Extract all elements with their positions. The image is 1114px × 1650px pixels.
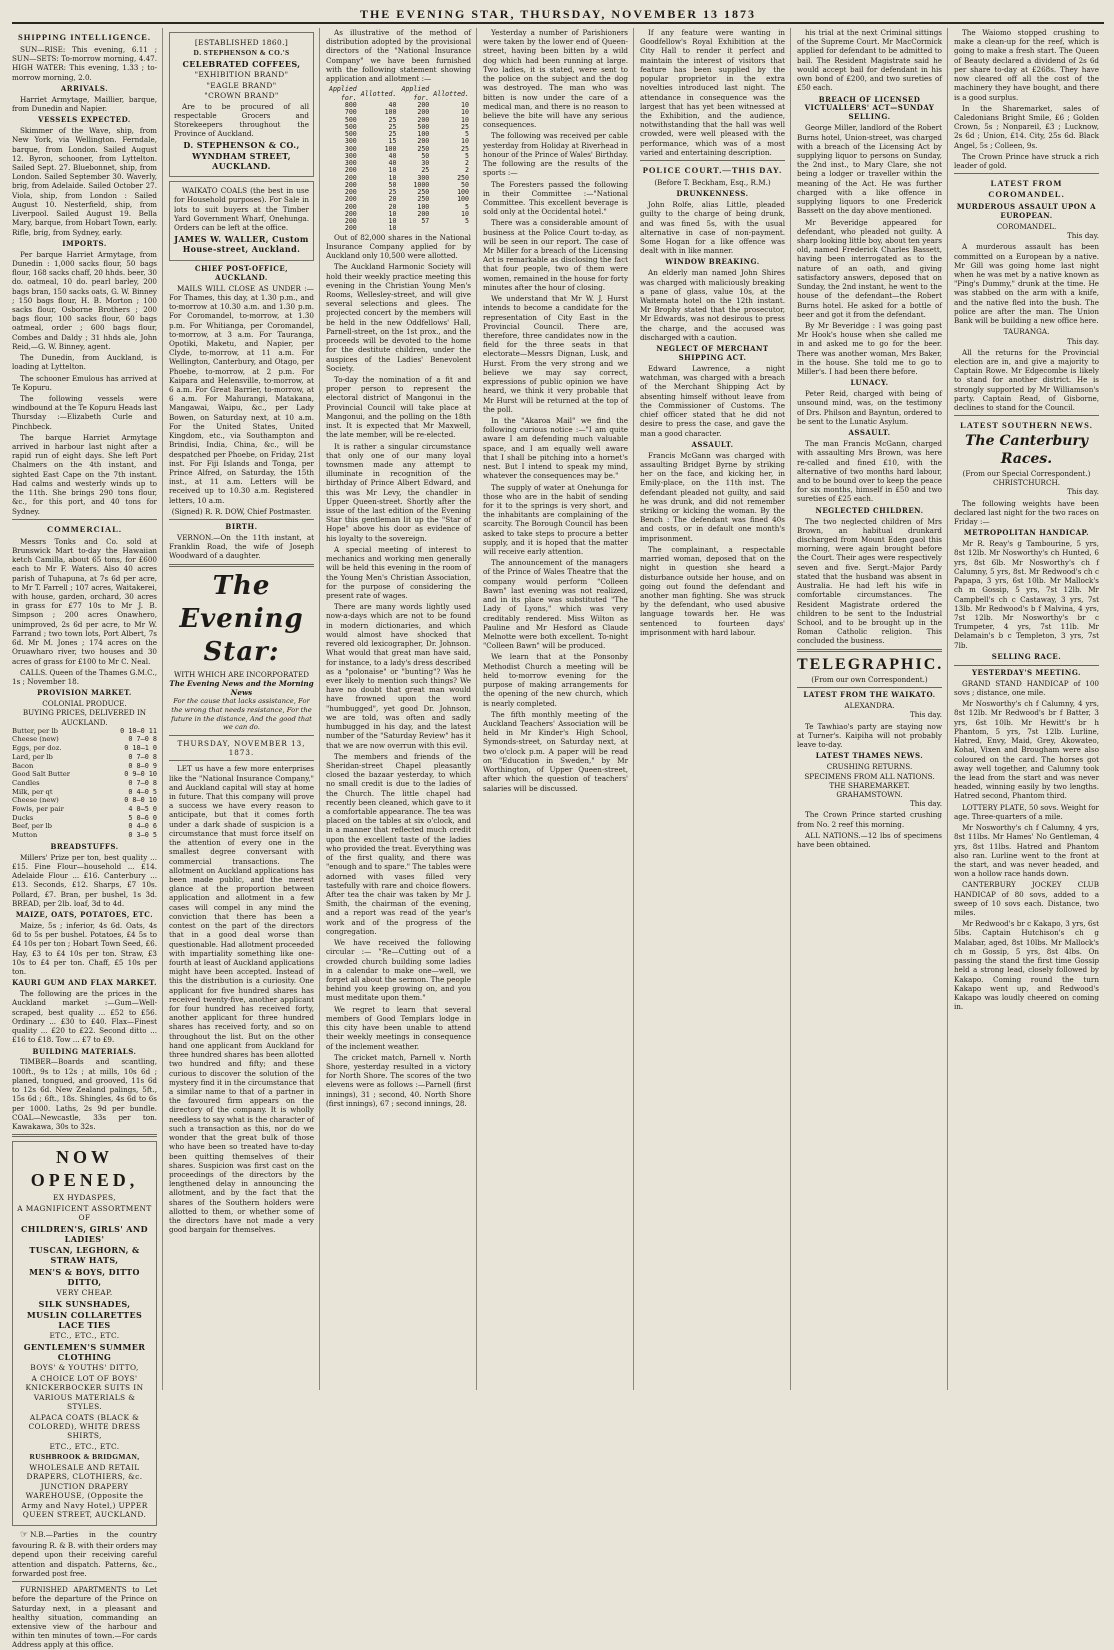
- ad-line: SILK SUNSHADES,: [38, 1298, 131, 1309]
- tauranga-label: TAURANGA.: [1003, 327, 1050, 337]
- table-cell: 200: [344, 195, 357, 204]
- table-cell: 300: [344, 151, 357, 160]
- arrivals-heading: ARRIVALS.: [60, 83, 109, 93]
- jockey-club-results: Mr Redwood's br c Kakapo, 3 yrs, 6st 5lbs. Captain Hutchison's ch g Malabar, aged, 8st 10lbs. Mr Mallock's ch m Gossip, 5 yrs, 8st 4lbs. On passing the stand the first time Gossip held a strong lead, closely followed by Kakapo. Coming round the turn Kakapo went up, and Redwood's Kakapo was loudly cheered on coming in.: [954, 919, 1099, 1012]
- divider: [169, 760, 314, 761]
- table-cell: 2: [465, 159, 469, 168]
- table-cell: 200: [344, 202, 357, 211]
- news-para: Yesterday a number of Parishioners were taken by the lower end of Queen-street, having been bitten by a wild dog which had been running at large. Two ladies, it is stated, were sent to the police on the subject and the dog was destroyed. The man who was bitten is now under the care of a medical man, and there is no reason to believe the bite will have any serious consequences.: [483, 28, 628, 130]
- allotment-table: [326, 85, 471, 232]
- divider: [954, 665, 1099, 666]
- templars-para: We regret to learn that several members of Good Templars lodge in this city have been unable to attend their weekly meetings in consequence of the inclement weather.: [326, 1004, 471, 1051]
- ad-line: VERY CHEAP.: [56, 1288, 113, 1298]
- imports-heading: IMPORTS.: [62, 238, 107, 248]
- alexandra-label: ALEXANDRA.: [844, 701, 895, 711]
- licensed-text: George Miller, landlord of the Robert Burns hotel, Union-street, was charged with a breach of the Licensing Act by supplying liquor to persons on Sunday, the 2nd inst., to Mary Clare, she not being a lodger or traveller within the meaning of the Act. He was further charged with a like offence in supplying liquors to one Frederick Bassett on the day above mentioned.: [797, 123, 942, 216]
- divider: [640, 160, 785, 161]
- this-day-label: This day.: [1067, 336, 1099, 346]
- table-cell: 100: [457, 195, 469, 204]
- price-row: Milk, per qt 0 4—0 5: [12, 787, 157, 796]
- assault-extra-text: The complainant, a respectable married woman, deposed that on the night in question she heard a disturbance outside her house, and on going out found the defendant and another man fighting. She was struck by the defendant, who used abusive language towards her. He was sentenced to fourteen days' imprisonment with hard labour.: [640, 544, 785, 637]
- ad-line: A MAGNIFICENT ASSORTMENT OF: [17, 1203, 152, 1223]
- table-cell: 500: [417, 122, 430, 131]
- columns: [12, 28, 1104, 1650]
- yesterday-text: Mr Nosworthy's ch f Calumny, 4 yrs, 8st 12lb. Mr Redwood's br f Batter, 3 yrs, 6st 10lb. Mr Hewitt's br h Phantom, 5 yrs, 7st 12lb. Lurline, Hatred, Envy, Maid, Grey, Akowateo, Kohai, Vixen and Brougham were also coloured on the card. The horses got away well together, and Calumny took the lead from the start and was never headed, winning easily by two lengths. Hatred second, Phantom third.: [954, 699, 1099, 801]
- drunkenness-text: John Rolfe, alias Little, pleaded guilty to the charge of being drunk, and was fined 5s, with the usual alternative in case of non-payment. Some Hogan for a like offence was dealt with in like manner.: [640, 200, 785, 256]
- table-cell: 10: [388, 224, 397, 233]
- table-cell: 300: [344, 144, 357, 153]
- mangonui-para: To-day the nomination of a fit and proper person to represent the electoral district of Mangonui in the Provincial Council will take place at Mangonui, and the polling on the 18th inst. It is expected that Mr Maxwell, the late member, will be re-elected.: [326, 374, 471, 440]
- column-1: [12, 28, 163, 1650]
- table-cell: 50: [421, 151, 430, 160]
- assault-text: Francis McGann was charged with assaulting Bridget Byrne by striking her on the face, and kicking her, in Emily-place, on the 11th inst. The defendant pleaded not guilty, and said he was drunk, and did not remember striking or kicking the woman. By the Bench : The defendant was fined 40s and costs, or in default one month's imprisonment.: [640, 450, 785, 543]
- building-heading: BUILDING MATERIALS.: [32, 1046, 137, 1056]
- price-row: Ducks 5 0—6 0: [12, 813, 157, 822]
- table-cell: 10: [388, 209, 397, 218]
- table-cell: 2: [465, 166, 469, 175]
- grand-stand-text: GRAND STAND HANDICAP of 100 sovs ; distance, one mile.: [954, 678, 1099, 698]
- table-cell: 25: [388, 130, 397, 139]
- court-para: Mr Beveridge appeared for defendant, who pleaded not guilty. A sharp looking little boy, about ten years old, named Frederick Charles Bassett, having been interrogated as to the nature of an oath, and giving satisfactory answers, deposed that on Sunday, the 2nd instant, he went to the house of the defendant—the Robert Burns hotel. He asked for a bottle of beer and got it from the defendant.: [797, 217, 942, 319]
- table-cell: 25: [388, 122, 397, 131]
- table-cell: 200: [417, 101, 430, 110]
- ad-line: ETC., ETC., ETC.: [49, 1441, 120, 1451]
- table-cell: 40: [388, 151, 397, 160]
- metropolitan-heading: METROPOLITAN HANDICAP.: [963, 528, 1090, 538]
- assault-text-2: The man Francis McGann, charged with assaulting Mrs Brown, was here re-called and fined £10, with the alternative of two months hard labour, and to be bound over to keep the peace for six months, himself in £50 and two sureties of £25 each.: [797, 439, 942, 504]
- coromandel-heading: LATEST FROM COROMANDEL.: [988, 178, 1065, 200]
- table-cell: 50: [388, 180, 397, 189]
- table-cell: 40: [388, 101, 397, 110]
- arrivals-text: Harriet Armytage, Maillier, barque, from Dunedin and Napier.: [12, 94, 157, 113]
- building-text: TIMBER—Boards and scantling, 100ft., 9s to 12s ; at mills, 10s 6d ; planed, tongued, and grooved, 11s 6d to 12s 6d. New Zealand palings, 5ft., 15s 6d ; 6ft., 18s. Shingles, 4s 6d to 6s per 1000. Laths, 2s 9d per bundle. COAL—Newcastle, 33s per ton. Kawakawa, 30s to 32s.: [12, 1057, 157, 1131]
- metropolitan-text: Mr R. Reay's g Tambourine, 5 yrs, 8st 12lb. Mr Nosworthy's ch Hunted, 6 yrs, 8st 6lb. Mr Nosworthy's ch f Calumny, 5 yrs, 8st. Mr Redwood's ch c Papapa, 3 yrs, 6st 10lb. Mr Mallock's ch m Gossip, 5 yrs, 7st 12lb. Mr Campbell's ch c Castaway, 3 yrs, 7st 13lb. Mr Redwood's b f Malvina, 4 yrs, 7st 12lb. Mr Nosworthy's br c Trumpeter, 4 yrs, 7st 11lb. Mr Delamain's b c Templeton, 3 yrs, 7st 7lb.: [954, 539, 1099, 650]
- birth-heading: BIRTH.: [225, 522, 258, 532]
- imports-text: Per barque Harriet Armytage, from Dunedin : 1,000 sacks flour, 50 bags flour, 168 sacks chaff, 20 hhds. beer, 30 do. oatmeal, 10 do. pearl barley, 200 bags bran, 150 sacks oats, G. W. Binney ; 150 bags flour, H. B. Morton ; 100 sacks flour, Osborne Brothers ; 200 bags flour, 100 sacks flour, 60 bags oatmeal, order ; 600 bags flour, Combes and Daldy ; 31 hhds ale, John Reid,—G. W. Binney, agent.: [12, 249, 157, 351]
- table-cell: 200: [344, 173, 357, 182]
- shipping-heading: SHIPPING INTELLIGENCE.: [18, 32, 151, 42]
- table-cell: 200: [344, 209, 357, 218]
- ad-line: ETC., ETC., ETC.: [49, 1331, 120, 1341]
- crushing-label: CRUSHING RETURNS.: [826, 762, 913, 772]
- price-row: Cheese (new) 0 8—0 10: [12, 796, 157, 805]
- ad-line: GENTLEMEN'S SUMMER CLOTHING: [23, 1341, 146, 1362]
- drapery-advertisement: [12, 1141, 157, 1525]
- mining-para: The Waiomo stopped crushing to make a clean-up for the reef, which is going to make a fresh start. The Queen of Beauty declared a dividend of 2s 6d per share to-day at £268s. They have now cleared off all the cost of the machinery they have bought, and there is a good surplus.: [954, 28, 1099, 102]
- apartments-advert: FURNISHED APARTMENTS to Let before the departure of the Prince on Saturday next, in a pleasant and healthy situation, commanding an extensive view of the harbour and within ten minutes of town.—For cards Address apply at this office.: [12, 1585, 157, 1650]
- divider: [797, 649, 942, 652]
- allotment-table-body: [326, 102, 471, 233]
- now-opened-heading: NOW OPENED,: [30, 1147, 139, 1191]
- this-day-label: This day.: [910, 710, 942, 720]
- column-header: Allotted.: [360, 89, 397, 98]
- table-cell: 10: [388, 166, 397, 175]
- court-continued: his trial at the next Criminal sittings of the Supreme Court. Mr MacCormick applied for defendant to be admitted to bail. The Resident Magistrate said he would accept bail for defendant in his own bond of £200, and two sureties of £50 each.: [797, 28, 942, 93]
- children-text: The two neglected children of Mrs Brown, an habitual drunkard discharged from Mount Eden gaol this morning, were again brought before the Court. Their ages were respectively seven and five. Sergt.-Major Pardy stated that the husband was absent in Australia. He had left his wife in comfortable circumstances. The Resident Magistrate ordered the children to be sent to the Industrial School, and to be brought up in the Roman Catholic religion. This concluded the business.: [797, 516, 942, 646]
- table-cell: 200: [417, 115, 430, 124]
- table-cell: 25: [388, 115, 397, 124]
- price-list: [12, 727, 157, 840]
- ad-line: [ESTABLISHED 1860.]: [194, 38, 289, 47]
- table-cell: 15: [388, 137, 397, 146]
- this-day-label: This day.: [910, 799, 942, 809]
- exhibition-para: If any feature were wanting in Goodfellow's Royal Exhibition at the City Hall to render it perfect and maintain the interest of visitors that feature has been supplied by the popular proprietor in the extra novelties introduced last night. The attendance in consequence was the largest that has yet been witnessed at the Exhibition, and the audience, notwithstanding that the hall was well crowded, were well pleased with the performance, which was of a most varied and entertaining description.: [640, 28, 785, 157]
- table-cell: [431, 225, 471, 232]
- waikato-heading: LATEST FROM THE WAIKATO.: [803, 690, 936, 700]
- masthead-title: THE EVENING STAR, THURSDAY, NOVEMBER 13 1873: [359, 7, 757, 22]
- divider: [954, 173, 1099, 174]
- news-para: The fifth monthly meeting of the Auckland Teachers' Association will be held in Mr Kinder's High School, Symonds-street, on Saturday next, at two o'clock p.m. A paper will be read on "Education in Sweden," by Mr Worthington, of Upper Queen-street, after which the question of teachers' salaries will be discussed.: [483, 709, 628, 793]
- leader-article: LET us have a few more enterprises like the "National Insurance Company," and Auckland capital will stay at home in future. That this company will prove a success we have every reason to anticipate, but that it comes forth under a dark shade of suspicion is a circumstance that must force itself on the attention of every one in the smallest degree conversant with commercial transactions. The allotment on Auckland applications has been made public, and the merest glance at the proportion between application and allotment in a few cases will compel in any mind the conviction that there has been a contest on the part of the directors that in a good deal worse than questionable. Had allotment proceeded with impartiality something like one-fourth at least of Auckland applications might have been accepted. Instead of this the distribution is a curiosity. One applicant for five hundred shares has received twenty-five, another applicant for four hundred has received forty, another applicant for three hundred shares has received forty, and so on throughout the list. But on the other hand one applicant from Auckland for three hundred shares has been allotted two hundred and fifty; and these curious to discover the solution of the mystery find it in the circumstance that a similar name to that of a partner in the favoured firm appears on the directory of the company. It is wholly needless to say what is the character of such a transaction as this, nor do we wonder that the great bulk of those who have been so treated have to-day been quitting themselves of their shares. Suspicion was first cast on the proceedings of the directors by the lengthened delay in announcing the allotment, and by the fact that the shares of the Southern holders were allotted to them, or whether some of the directors have not made a very good bargain for themselves.: [169, 764, 314, 1235]
- this-day-label: This day.: [1067, 487, 1099, 497]
- table-cell: 200: [344, 224, 357, 233]
- ad-line: "EXHIBITION BRAND": [194, 70, 289, 80]
- column-header: Applied for.: [328, 85, 357, 102]
- column-6: [797, 28, 948, 1390]
- dictionary-para: There are many words lightly used now-a-days which are not to be found in modern dictionaries, and which would almost have shocked that revered old lexicographer, Dr. Johnson. What would that great man have said, for instance, to a lady's dress described as a "polonaise" or "bunting"? Was he ever likely to mention such things? We have no doubt that great man would have frowned upon the word "humbugged", yet good Dr. Johnson, we are told, was often and sadly humbugged in his day, and the latest number of the "Saturday Review" has it that we are now overrun with this evil.: [326, 602, 471, 750]
- breadstuffs-heading: BREADSTUFFS.: [50, 841, 119, 851]
- ad-line: EX HYDASPES,: [53, 1193, 116, 1203]
- divider: [12, 1581, 157, 1582]
- table-cell: 250: [457, 173, 469, 182]
- table-cell: 500: [344, 115, 357, 124]
- table-row: [326, 225, 471, 232]
- commercial-text: Messrs Tonks and Co. sold at Brunswick Mart to-day the Hawaiian ketch Camilla, about 65 tons, for £600 each to Mr F. Waters. Also 40 acres parish of Tuhapuna, at 7s 6d per acre, to Mr T. Farrell ; 107 acres, Waitakerei, with house, garden, orchard, 30 acres in grass for £77 10s to Mr J. B. Simpson ; 200 acres Onawhero, unimproved, 2s 6d per acre, to Mr W. Farrand ; two town lots, Port Albert, 7s 6d. Mr M. Jones ; 174 acres on the Oruawharo river, two houses and 30 acres of grass for £100 to Mr C. Neal.: [12, 536, 157, 666]
- mechanics-meeting-para: A special meeting of interest to mechanics and working men generally will be held this evening in the room of the Young Men's Christian Association, for the purpose of considering the present rate of wages.: [326, 544, 471, 600]
- signed-text: (Signed) R. R. DOW, Chief Postmaster.: [171, 506, 312, 516]
- ad-line: JAMES W. WALLER, Custom House-street, Auckland.: [174, 234, 309, 255]
- canterbury-races-heading: The Canterbury Races.: [965, 433, 1088, 468]
- breadstuffs-text: Millers' Prize per ton, best quality ... £15. Fine Flour—household ... £14. Adelaide Flour ... £16. Canterbury ... £13. Seconds, £12. Sharps, £7 10s. Pollard, £7. Bran, per bushel, 1s 3d. BREAD, per 2lb. loaf, 3d to 4d.: [12, 852, 157, 908]
- firm-name: RUSHBROOK & BRIDGMAN,: [29, 1452, 140, 1462]
- expected-heading: VESSELS EXPECTED.: [38, 115, 131, 125]
- column-7: [954, 28, 1104, 1390]
- circular-para: We have received the following circular :— "Re—Cutting out of a crowded church building some ladies in a calendar to make one—well, we forget all about the sermon. The people behind you keep growing on, and you must meditate upon them.": [326, 938, 471, 1003]
- cricket-para: The cricket match, Parnell v. North Shore, yesterday resulted in a victory for North Shore. The scores of the two elevens were as follows :—Parnell (first innings), 31 ; second, 40. North Shore (first innings), 67 ; second innings, 28.: [326, 1052, 471, 1108]
- divider: [169, 564, 314, 567]
- murderous-assault-heading: MURDEROUS ASSAULT UPON A EUROPEAN.: [956, 202, 1097, 220]
- table-cell: 5: [465, 217, 469, 226]
- news-para: The Foresters passed the following in their Committee :—"National Committee. This excellent beverage is sold only at the Occidental hotel.": [483, 179, 628, 217]
- table-cell: 1000: [413, 180, 430, 189]
- news-para: We learn that at the Ponsonby Methodist Church a meeting will be held to-morrow evening for the purpose of making arrangements for the opening of the new church, which is nearly completed.: [483, 652, 628, 708]
- table-cell: 30: [421, 159, 430, 168]
- coal-advertisement: [169, 181, 314, 261]
- table-cell: 200: [344, 217, 357, 226]
- thames-heading: LATEST THAMES NEWS.: [815, 751, 924, 761]
- table-cell: 100: [417, 130, 430, 139]
- lunacy-text: Peter Reid, charged with being of unsound mind, was, on the testimony of Drs. Philson and Bayntun, ordered to be sent to the Lunatic Asylum.: [797, 389, 942, 426]
- masthead: [12, 8, 1104, 24]
- table-cell: 5: [465, 202, 469, 211]
- ad-line: D. STEPHENSON & CO., WYNDHAM STREET, AUCKLAND.: [183, 140, 300, 171]
- ad-line: "EAGLE BRAND": [206, 80, 277, 90]
- allotment-intro: As illustrative of the method of distribution adopted by the provisional directors of the "National Insurance Company" we have been furnished with the following statement showing application and allotment :—: [326, 28, 471, 84]
- price-row: Fowls, per pair 4 0—5 0: [12, 804, 157, 813]
- column-header: Applied for.: [401, 85, 430, 102]
- price-row: Bacon 0 8—0 9: [12, 761, 157, 770]
- table-cell: 250: [417, 144, 430, 153]
- news-para: In the "Akaroa Mail" we find the following curious notice :—"I am quite aware I am defending much valuable space, and I am equally well aware that I shall be pitching into a hornet's nest. But I intend to speak my mind, whatever the consequences may be.": [483, 415, 628, 481]
- table-cell: 100: [384, 144, 397, 153]
- ad-line: BOYS' & YOUTHS' DITTO,: [30, 1363, 139, 1373]
- table-cell: 10: [461, 101, 469, 110]
- ad-line: ALPACA COATS (BLACK & COLORED), WHITE DRESS SHIRTS,: [28, 1412, 141, 1441]
- table-cell: 10: [461, 209, 469, 218]
- table-cell: 100: [457, 188, 469, 197]
- ad-line: A CHOICE LOT OF BOYS' KNICKERBOCKER SUITS IN VARIOUS MATERIALS & STYLES.: [25, 1373, 144, 1412]
- table-cell: 200: [417, 137, 430, 146]
- motto-text: For the cause that lacks assistance, For the wrong that needs resistance, For the future in the distance, And the good that we can do.: [171, 697, 312, 732]
- notice-text: ☞ N.B.—Parties in the country favouring R. & B. with their orders may depend upon their receiving careful attention and dispatch. Patterns, &c., forwarded post free.: [12, 1529, 157, 1578]
- ad-line: D. STEPHENSON & CO.'S: [193, 48, 290, 58]
- shipping-news-2: The schooner Emulous has arrived at Te Kopuru.: [12, 373, 157, 392]
- expected-text: Skimmer of the Wave, ship, from New York, via Wellington. Ferndale, barque, from London. Sailed August 12. Byron, schooner, from Lyttelton. Sailed Sept. 27. Bluebonnet, ship, from London. Sailed September 30. Waverly, brig, from Adelaide. Sailed October 27. Viola, ship, from London : Sailed August 10. Nesterfield, ship, from Liverpool. Sailed August 19. Bella Mary, barque, from Hobart Town, early. Rifle, brig, from Sydney, early.: [12, 126, 157, 237]
- ad-line: CELEBRATED COFFEES,: [182, 58, 301, 69]
- table-cell: 5: [465, 151, 469, 160]
- crown-prince-text: The Crown Prince started crushing from No. 2 reef this morning.: [797, 810, 942, 829]
- kauri-heading: KAURI GUM AND FLAX MARKET.: [12, 978, 157, 988]
- coromandel-text: A murderous assault has been committed on a European by a native. Mr Gill was going home last night when he was met by a native known as "Ping's Dummy," drunk at the time. He was stabbed on the arm with a knife, and the native fled into the bush. The police are after the man. The Union Bank will be building a new office here.: [954, 242, 1099, 326]
- ad-line: MEN'S & BOYS, DITTO DITTO,: [29, 1266, 140, 1287]
- table-header-row: [326, 85, 471, 102]
- chapel-para: The members and friends of the Sheridan-street Chapel pleasantly closed the bazaar yesterday, to which no small credit is due to the ladies of the Church. The little chapel had recently been cleaned, which gave to it a comfortable appearance. The tea was placed on the tables at six o'clock, and in a manner that reflected much credit upon the excellent taste of the ladies who provided the treat. Everything was of the first quality, and there was "enough and to spare." The tables were adorned with vases filled very tastefully with rare and choice flowers. After tea the chair was taken by Mr J. Smith, the chairman of the evening, and a report was read of the year's work and of the progress of the congregation.: [326, 751, 471, 936]
- divider: [12, 519, 157, 520]
- correspondent-label: (From our own Correspondent.): [811, 675, 928, 685]
- column-2: [169, 28, 320, 1390]
- lunacy-heading: LUNACY.: [850, 378, 889, 388]
- post-office-heading: CHIEF POST-OFFICE, AUCKLAND.: [194, 263, 289, 282]
- price-row: Lard, per lb 0 7—0 8: [12, 752, 157, 761]
- table-cell: 500: [344, 130, 357, 139]
- lottery-plate-text: LOTTERY PLATE, 50 sovs. Weight for age. Three-quarters of a mile.: [954, 802, 1099, 821]
- crown-prince-para: The Crown Prince have struck a rich leader of gold.: [954, 151, 1099, 171]
- table-cell: 25: [388, 188, 397, 197]
- buying-prices-label: BUYING PRICES, DELIVERED IN AUCKLAND.: [22, 708, 147, 727]
- southern-news-heading: LATEST SOUTHERN NEWS.: [960, 420, 1093, 431]
- table-cell: 25: [461, 122, 469, 131]
- sharemarket-para: In the Sharemarket, sales of Caledonians Bright Smile, £6 ; Golden Crown, 5s ; Nonpareil, £3 ; Lucknow, 2s 6d ; Union, £14. City, 25s 6d. Black Angel, 5s ; Colleen, 9s.: [954, 103, 1099, 150]
- coffee-advertisement: [169, 32, 314, 177]
- news-para: There was a considerable amount of business at the Police Court to-day, as will be seen in our report. The case of Mr Miller for a breach of the Licensing Act is remarkable as disclosing the fact that four people, two of them were women, remained in the house for forty minutes after the hour of closing.: [483, 218, 628, 292]
- ad-line: "CROWN BRAND": [204, 91, 279, 101]
- table-cell: 100: [384, 108, 397, 117]
- assault-heading: ASSAULT.: [691, 439, 734, 449]
- table-cell: 25: [421, 166, 430, 175]
- shipping-news-4: The barque Harriet Armytage arrived in harbour last night after a rapid run of eight days. She left Port Chalmers on the 4th instant, and sighted East Cape on the 7th instant. Had calms and westerly winds up to the 11th. She brings 290 tons flour, &c., for this port, and 40 tons for Sydney.: [12, 432, 157, 516]
- divider: [12, 1134, 157, 1137]
- coromandel-label: COROMANDEL.: [996, 221, 1057, 231]
- before-magistrate: (Before T. Beckham, Esq., R.M.): [654, 177, 771, 187]
- column-5: [640, 28, 791, 1390]
- table-cell: 100: [417, 202, 430, 211]
- neglect-heading: NEGLECT OF MERCHANT SHIPPING ACT.: [656, 344, 769, 363]
- this-day-label: This day.: [1067, 231, 1099, 241]
- window-text: An elderly man named John Shires was charged with maliciously breaking a pane of glass, value 10s, at the Waitemata hotel on the 12th instant. Mr Brophy stated that the prosecutor, Mr Edwards, was not desirous to press the charge, and the accused was discharged with a caution.: [640, 268, 785, 342]
- table-cell: 10: [388, 173, 397, 182]
- ad-line: CHILDREN'S, GIRLS' AND LADIES': [21, 1223, 148, 1244]
- table-cell: 5: [465, 130, 469, 139]
- specimens-label: SPECIMENS FROM ALL NATIONS.: [804, 771, 935, 781]
- licensed-heading: BREACH OF LICENSED VICTUALLERS' ACT—SUNDAY SELLING.: [804, 94, 935, 122]
- table-cell: 300: [417, 173, 430, 182]
- price-row: Mutton 0 3—0 5: [12, 831, 157, 840]
- table-cell: 500: [344, 122, 357, 131]
- ad-line: MUSLIN COLLARETTES LACE TIES: [26, 1309, 143, 1331]
- table-cell: 200: [344, 188, 357, 197]
- incorporated-label: WITH WHICH ARE INCORPORATED: [174, 669, 309, 679]
- assault-heading-2: ASSAULT.: [848, 428, 891, 438]
- price-row: Candles 0 7—0 8: [12, 778, 157, 787]
- table-cell: 57: [421, 217, 430, 226]
- divider: [169, 519, 314, 520]
- firm-description: WHOLESALE AND RETAIL DRAPERS, CLOTHIERS, &c. JUNCTION DRAPERY WAREHOUSE, (Opposite the Army and Navy Hotel,) UPPER QUEEN STREET, AUCKLAND.: [21, 1462, 148, 1520]
- colonial-produce-label: COLONIAL PRODUCE.: [42, 699, 127, 709]
- divider: [797, 687, 942, 688]
- shipping-news-1: The Dunedin, from Auckland, is loading at Lyttelton.: [12, 353, 157, 372]
- divider: [169, 735, 314, 736]
- police-court-heading: POLICE COURT.—THIS DAY.: [642, 165, 783, 176]
- christchurch-label: CHRISTCHURCH.: [992, 478, 1061, 488]
- telegraphic-heading: TELEGRAPHIC.: [797, 655, 944, 673]
- yesterday-heading: YESTERDAY'S MEETING.: [971, 667, 1081, 677]
- selling-race-heading: SELLING RACE.: [991, 651, 1062, 661]
- window-heading: WINDOW BREAKING.: [665, 257, 760, 267]
- commercial-heading: COMMERCIAL.: [47, 523, 122, 534]
- ad-text: WAIKATO COALS (the best in use for Household purposes). For Sale in lots to suit buyers at the Timber Yard Government Wharf, Onehunga. Orders can be left at the office.: [174, 186, 309, 233]
- table-cell: 250: [417, 188, 430, 197]
- table-cell: 700: [344, 108, 357, 117]
- table-cell: 25: [461, 144, 469, 153]
- table-cell: 200: [417, 209, 430, 218]
- column-3: [326, 28, 477, 1390]
- news-para: The following was received per cable yesterday from Holiday at Riverhead in honour of the Prince of Wales' Birthday. The following are the results of the sports :—: [483, 131, 628, 178]
- table-cell: 10: [461, 137, 469, 146]
- column-4: [483, 28, 634, 1390]
- table-cell: 300: [344, 137, 357, 146]
- tauranga-text: All the returns for the Provincial election are in, and give a majority to Captain Rowe. Mr Edgecombe is likely to stand for another district. He is strongly supported by Mr Williamson's party. Captain Read, of Gisborne, declines to stand for the Council.: [954, 347, 1099, 413]
- table-cell: 300: [344, 159, 357, 168]
- special-correspondent-label: (From our Special Correspondent.): [962, 469, 1091, 478]
- table-cell: [399, 225, 432, 232]
- price-row: Eggs, per doz. 0 10—1 0: [12, 744, 157, 753]
- table-cell: 50: [461, 180, 469, 189]
- dateline: THURSDAY, NOVEMBER 13, 1873.: [177, 738, 306, 758]
- price-row: Cheese (new) 0 7—0 8: [12, 735, 157, 744]
- news-para: The supply of water at Onehunga for those who are in the habit of sending for it to the springs is very short, and the inhabitants are complaining of the scarcity. The Borough Council has been asked to take steps to procure a better supply, and it is hoped that the matter will receive early attention.: [483, 482, 628, 557]
- calls-text: CALLS. Queen of the Thames G.M.C., 1s ; November 18.: [12, 667, 157, 686]
- price-row: Beef, per lb 0 4—0 6: [12, 822, 157, 831]
- table-cell: 200: [344, 180, 357, 189]
- waikato-text: Te Tawhiao's party are staying now at Turner's. Kaipiha will not probably leave to-day.: [797, 721, 942, 750]
- all-nations-text: ALL NATIONS.—12 lbs of specimens have been obtained.: [797, 830, 942, 850]
- provision-heading: PROVISION MARKET.: [37, 688, 132, 698]
- price-row: Good Salt Butter 0 9—0 10: [12, 770, 157, 779]
- ad-line: TUSCAN, LEGHORN, & STRAW HATS,: [29, 1245, 140, 1266]
- news-para: We understand that Mr W. J. Hurst intends to become a candidate for the representation of City East in the Provincial Council. There are, therefore, three candidates now in the field for the three seats in that electorate—Messrs Dignan, Lusk, and Hurst. From the very strong and we believe we may say correct, expressions of public opinion we have heard, we think it very probable that Mr Hurst will be returned at the top of the poll.: [483, 294, 628, 414]
- drunkenness-heading: DRUNKENNESS.: [676, 189, 749, 199]
- table-cell: 800: [344, 101, 357, 110]
- allotment-summary: Out of 82,000 shares in the National Insurance Company applied for by Auckland only 10,500 were allotted.: [326, 232, 471, 261]
- birth-text: VERNON.—On the 11th instant, at Franklin Road, the wife of Joseph Woodward of a daughter.: [169, 533, 314, 561]
- tides-text: SUN—RISE: This evening, 6.11 ; SUN—SETS: To-morrow morning, 4.47. HIGH WATER: This evening, 1.33 ; to-morrow morning, 2.0.: [12, 44, 157, 82]
- jockey-club-text: CANTERBURY JOCKEY CLUB HANDICAP of 80 sovs, added to a sweep of 10 sovs each. Distance, two miles.: [954, 880, 1099, 918]
- table-cell: 10: [461, 115, 469, 124]
- illumination-para: It is rather a singular circumstance that only one of our many loyal townsmen made any attempt to illuminate in recognition of the birthday of Prince Albert Edward, and this was Mr Levy, the chandler in Upper Queen-street. Shortly after the issue of the last edition of the Evening Star this gentleman lit up the "Star of Hope" above his door as evidence of his loyalty to the sovereign.: [326, 441, 471, 543]
- price-row: Butter, per lb 0 10—0 11: [12, 726, 157, 735]
- shipping-news-3: The following vessels were windbound at the Te Kopuru Heads last Thursday :—Elizabeth Curle and Pinchbeck.: [12, 393, 157, 431]
- neglect-text: Edward Lawrence, a night watchman, was charged with a breach of the Merchant Shipping Act by absenting himself without leave from the Commissioner of Customs. The chief officer stated that he did not desire to press the case, and gave the man a good character.: [640, 364, 785, 438]
- maize-heading: MAIZE, OATS, POTATOES, ETC.: [15, 909, 154, 919]
- table-cell: 20: [388, 202, 397, 211]
- incorporated-papers: The Evening News and the Morning News: [169, 678, 314, 697]
- news-para: The announcement of the managers of the Prince of Wales Theatre that the company would perform "Colleen Bawn" last evening was not realized, and in its place was substituted "The Lady of Lyons," which was very creditably rendered. Miss Wilton as Pauline and Mr Hesford as Claude Melnotte were both excellent. To-night "Colleen Bawn" will be produced.: [483, 558, 628, 651]
- table-cell: 10: [388, 217, 397, 226]
- divider: [954, 415, 1099, 416]
- newspaper-title: The Evening Star:: [179, 570, 304, 668]
- races-intro: The following weights have been declared last night for the two races on Friday :—: [954, 498, 1099, 527]
- column-header: Allotted.: [433, 89, 469, 98]
- table-cell: 250: [417, 195, 430, 204]
- sharemarket-label: THE SHAREMARKET.: [829, 780, 910, 790]
- lottery-results: Mr Nosworthy's ch f Calumny, 4 yrs, 8st 11lbs. Mr Hames' No Gentleman, 4 yrs, 8st 11lbs. Hatred and Phantom also ran. Lurline went to the front at the start, and was never headed, and won a hollow race hands down.: [954, 823, 1099, 879]
- children-heading: NEGLECTED CHILDREN.: [815, 505, 924, 515]
- table-cell: 20: [388, 195, 397, 204]
- ad-text: Are to be procured of all respectable Grocers and Storekeepers throughout the Province of Auckland.: [174, 101, 309, 139]
- table-cell: 200: [344, 166, 357, 175]
- harmonic-society-para: The Auckland Harmonic Society will hold their weekly practice meeting this evening in the Christian Young Men's Rooms, Wellesley-street, and will give several selections and glees. The projected concert by the members will be held in the new Oddfellows' Hall, Parnell-street, on the 1st prox., and the proceeds will be devoted to the home for the destitute children, under the auspices of the Ladies' Benevolent Society.: [326, 262, 471, 373]
- table-cell: 10: [461, 108, 469, 117]
- court-para: By Mr Beveridge : I was going past Mr Hook's house when she called me in and asked me to go for the beer. There was another woman, Mrs Baker, in the house. She told me to go to Miller's. I had been there before.: [797, 320, 942, 377]
- kauri-text: The following are the prices in the Auckland market :—Gum—Well-scraped, best quality ... £52 to £56. Ordinary ... £30 to £40. Flax—Finest quality ... £20 to £22. Second ditto ... £16 to £18. Tow ... £7 to £9.: [12, 989, 157, 1045]
- pointing-hand-icon: ☞: [20, 1529, 29, 1540]
- maize-text: Maize, 5s ; inferior, 4s 6d. Oats, 4s 6d to 5s per bushel. Potatoes, £4 5s to £4 10s per ton ; Hobart Town Seed, £6. Hay, £3 to £4 10s per ton. Straw, £3 10s to £4 per ton. Chaff, £5 10s per ton.: [12, 920, 157, 977]
- post-office-text: MAILS WILL CLOSE AS UNDER :— For Thames, this day, at 1.30 p.m., and to-morrow at 10.30 a.m. and 1.30 p.m. For Coromandel, to-morrow, at 1.30 p.m. For Whitianga, per Coromandel, to-morrow, at 3 a.m. For Tauranga, Opotiki, Maketu, and Napier, per Clyde, to-morrow, at 11 a.m. For Wellington, Canterbury, and Otago, per Phoebe, to-morrow, at 2 p.m. For Kaipara and Helensville, to-morrow, at 6 a.m. For Great Barrier, to-morrow, at 6 a.m. For Mahurangi, Matakana, Mangawai, Waipu, &c., per Lady Bowen, on Saturday next, at 10 a.m. For the United States, United Kingdom, etc., via Southampton and Brindisi, India, China, &c., will be despatched per Phoebe, on Friday, 21st inst. For Fiji Islands and Tonga, per Prince Alfred, on Saturday, the 15th inst., at 11 a.m. Letters will be received up to 10.30 a.m. Registered letters, 10 a.m.: [169, 283, 314, 505]
- table-cell: 200: [417, 108, 430, 117]
- grahamstown-label: GRAHAMSTOWN.: [836, 789, 903, 799]
- table-cell: 40: [388, 159, 397, 168]
